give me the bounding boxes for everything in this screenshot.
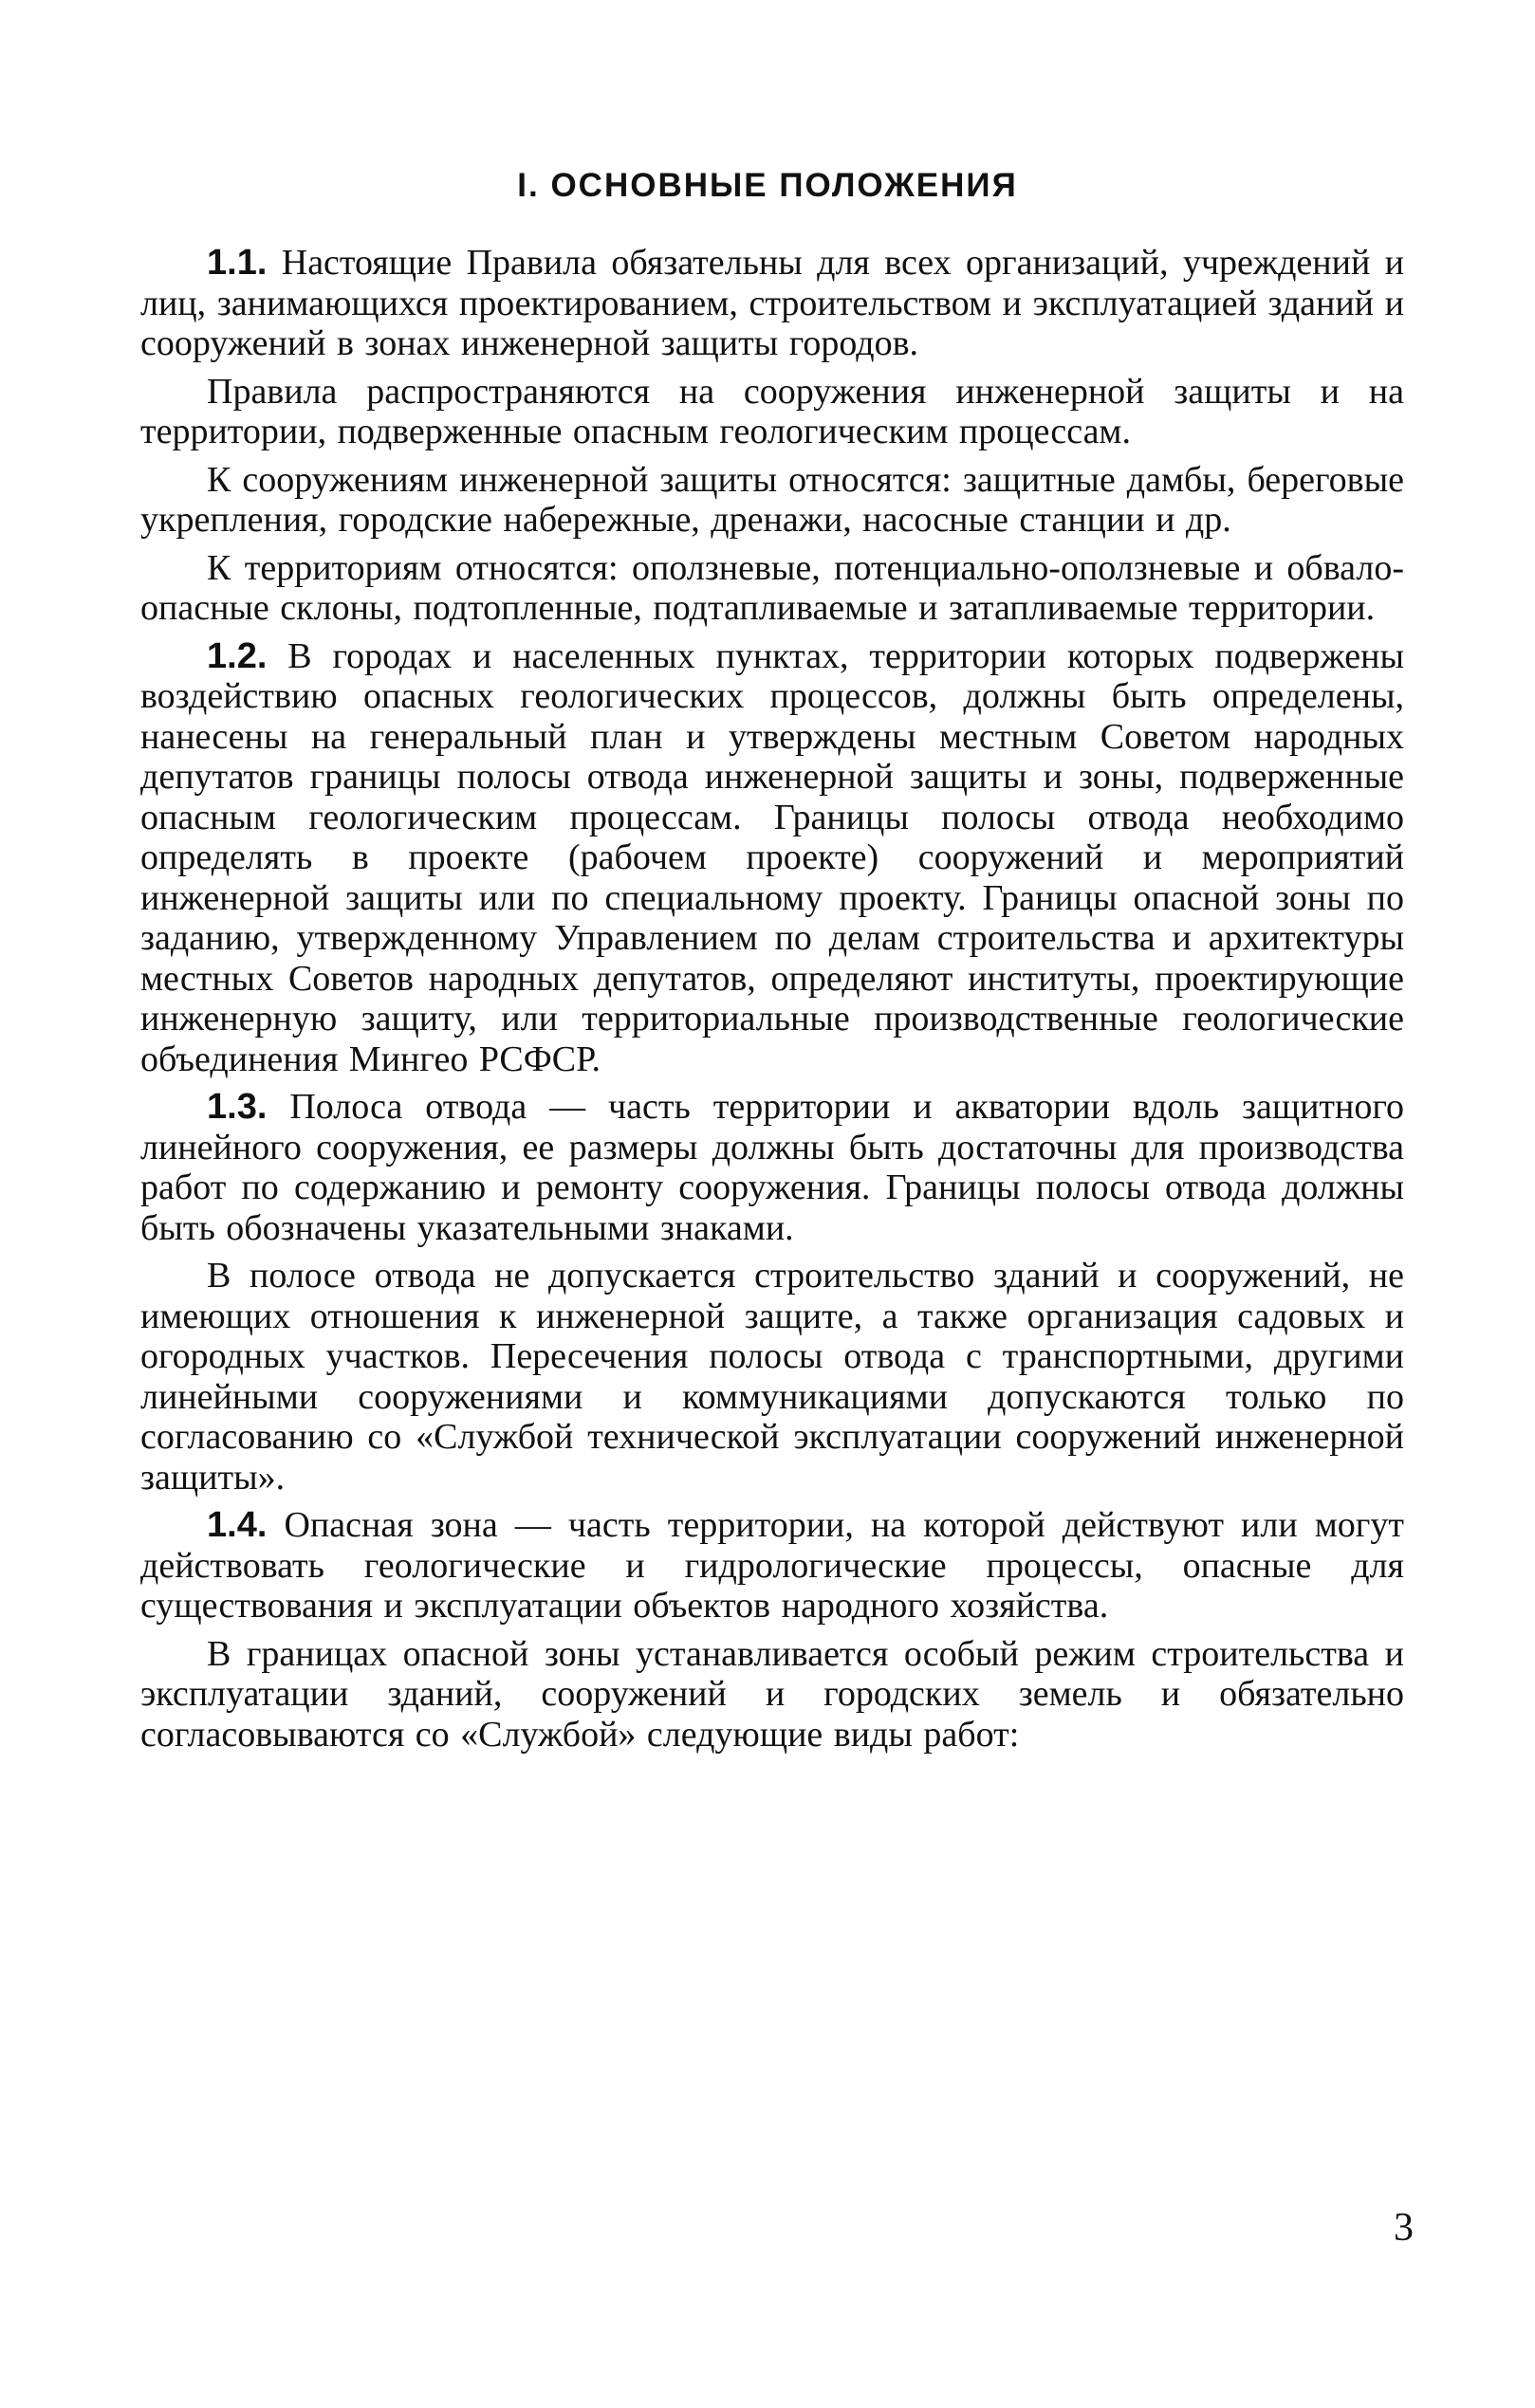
paragraph-text: Опасная зона — часть территории, на которой действуют или могут действовать геологические и гидрологические процессы, опасные для существования и эксплуатации объектов народного хозяйства. xyxy=(140,1505,1405,1626)
clause-number: 1.2. xyxy=(207,635,268,676)
section-title: I. ОСНОВНЫЕ ПОЛОЖЕНИЯ xyxy=(517,167,1018,204)
paragraph-text: Настоящие Правила обязательны для всех организаций, учреждений и лиц, занимающихся проектированием, строительством и эксплуатацией зданий и сооружений в зонах инженерной защиты городов. xyxy=(140,243,1404,363)
clause-number: 1.1. xyxy=(207,243,268,283)
paragraph-1-2 xyxy=(140,636,1404,1080)
paragraph-structures xyxy=(140,460,1404,541)
clause-number: 1.3. xyxy=(207,1087,268,1127)
paragraph-text: Полоса отвода — часть территории и акватории вдоль защитного линейного сооружения, ее размеры должны быть достаточны для производства работ по содержанию и ремонту сооружения. Границы полосы отвода должны быть обозначены указательными знаками. xyxy=(140,1087,1405,1248)
paragraph-1-3 xyxy=(140,1087,1404,1248)
paragraph-territories xyxy=(140,548,1404,629)
page-number: 3 xyxy=(1394,2206,1414,2250)
paragraph-text: В полосе отвода не допускается строительство зданий и сооружений, не имеющих отношения к инженерной защите, а также организация садовых и огородных участков. Пересечения полосы отвода с транспортными, другими линейными сооружениями и коммуникациями допускаются только по согласованию со «Службой технической эксплуатации сооружений инженерной защиты». xyxy=(140,1256,1404,1498)
clause-number: 1.4. xyxy=(207,1505,268,1545)
paragraph-1-4 xyxy=(140,1505,1404,1627)
body-text xyxy=(140,243,1404,1762)
paragraph-restrictions xyxy=(140,1256,1404,1498)
paragraph-scope xyxy=(140,372,1404,452)
paragraph-text: В границах опасной зоны устанавливается особый режим строительства и эксплуатации зданий, сооружений и городских земель и обязательно согласовываются со «Службой» следующие виды работ: xyxy=(140,1633,1404,1755)
paragraph-text: К территориям относятся: оползневые, потенциально-оползневые и обвало-опасные склоны, подтопленные, подтапливаемые и затапливаемые территории. xyxy=(140,547,1404,628)
paragraph-text: К сооружениям инженерной защиты относятся: защитные дамбы, береговые укрепления, городские набережные, дренажи, насосные станции и др. xyxy=(140,459,1404,540)
paragraph-regime xyxy=(140,1634,1404,1755)
paragraph-text: В городах и населенных пунктах, территории которых подвержены воздействию опасных геологических процессов, должны быть определены, нанесены на генеральный план и утверждены местным Советом народных депутатов границы полосы отвода инженерной защиты и зоны, подверженные опасным геологическим процессам. Границы полосы отвода необходимо определять в проекте (рабочем проекте) сооружений и мероприятий инженерной защиты или по специальному проекту. Границы опасной зоны по заданию, утвержденному Управлением по делам строительства и архитектуры местных Советов народных депутатов, определяют институты, проектирующие инженерную защиту, или территориальные производственные геологические объединения Мингео РСФСР. xyxy=(140,635,1404,1079)
paragraph-1-1 xyxy=(140,243,1404,364)
paragraph-text: Правила распространяются на сооружения инженерной защиты и на территории, подверженные опасным геологическим процессам. xyxy=(140,371,1404,451)
